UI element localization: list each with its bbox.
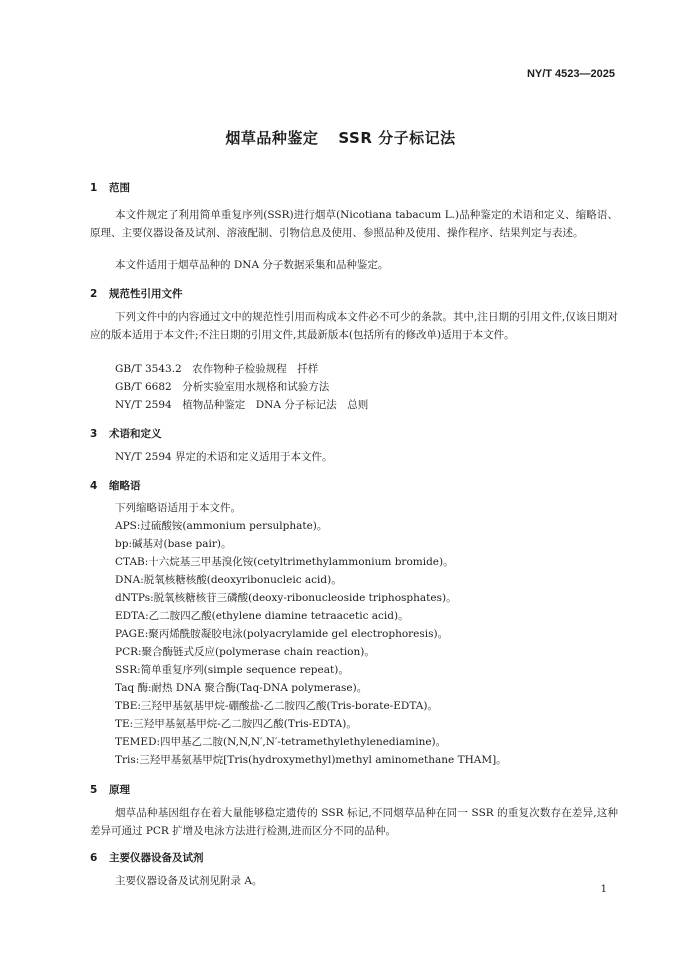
section-6-text: 主要仪器设备及试剂见附录 A。: [115, 875, 263, 887]
abbreviation-item: SSR:简单重复序列(simple sequence repeat)。: [115, 664, 349, 676]
section-title: 主要仪器设备及试剂: [109, 852, 204, 864]
section-3-heading: [90, 426, 162, 441]
section-title: 术语和定义: [109, 428, 162, 440]
section-5-paragraph-1: 烟草品种基因组存在着大量能够稳定遗传的 SSR 标记,不同烟草品种在同一 SSR 的重复次数存在差异,这种差异可通过 PCR 扩增及电泳方法进行检测,进而区分不同的品种。: [90, 807, 618, 837]
reference-item: GB/T 6682 分析实验室用水规格和试验方法: [115, 381, 330, 393]
abbreviation-item: APS:过硫酸铵(ammonium persulphate)。: [115, 520, 328, 532]
section-3-text: NY/T 2594 界定的术语和定义适用于本文件。: [115, 451, 333, 463]
reference-item: NY/T 2594 植物品种鉴定 DNA 分子标记法 总则: [115, 399, 369, 411]
section-number: 6: [90, 852, 98, 864]
section-title: 规范性引用文件: [109, 288, 183, 300]
title-part-1: 烟草品种鉴定: [225, 129, 319, 147]
section-1-paragraph-2: 本文件适用于烟草品种的 DNA 分子数据采集和品种鉴定。: [115, 259, 389, 271]
page-number: 1: [600, 884, 607, 895]
section-6-heading: [90, 850, 204, 865]
abbreviation-item: TBE:三羟甲基氨基甲烷-硼酸盐-乙二胺四乙酸(Tris-borate-EDTA)。: [115, 700, 438, 712]
abbreviation-item: PAGE:聚丙烯酰胺凝胶电泳(polyacrylamide gel electrophoresis)。: [115, 628, 449, 640]
abbreviation-intro: 下列缩略语适用于本文件。: [115, 502, 241, 514]
abbreviation-item: EDTA:乙二胺四乙酸(ethylene diamine tetraacetic acid)。: [115, 610, 409, 622]
abbreviation-item: Tris:三羟甲基氨基甲烷[Tris(hydroxymethyl)methyl aminomethane THAM]。: [115, 754, 507, 766]
abbreviation-item: TE:三羟甲基氨基甲烷-乙二胺四乙酸(Tris-EDTA)。: [115, 718, 357, 730]
section-title: 范围: [109, 182, 130, 194]
section-2-heading: [90, 286, 183, 301]
section-1-heading: [90, 180, 130, 195]
section-number: 3: [90, 428, 98, 440]
reference-item: GB/T 3543.2 农作物种子检验规程 扦样: [115, 363, 319, 375]
title-part-2: SSR 分子标记法: [338, 129, 456, 147]
abbreviation-item: dNTPs:脱氧核糖核苷三磷酸(deoxy-ribonucleoside triphosphates)。: [115, 592, 457, 604]
abbreviation-item: bp:碱基对(base pair)。: [115, 538, 232, 550]
section-1-paragraph-1: 本文件规定了利用简单重复序列(SSR)进行烟草(Nicotiana tabacum L.)品种鉴定的术语和定义、缩略语、原理、主要仪器设备及试剂、溶液配制、引物信息及使用、参照品种及使用、操作程序、结果判定与表述。: [90, 209, 618, 239]
section-5-heading: [90, 782, 130, 797]
section-4-heading: [90, 478, 141, 493]
abbreviation-item: Taq 酶:耐热 DNA 聚合酶(Taq-DNA polymerase)。: [115, 682, 368, 694]
standard-code: NY/T 4523—2025: [526, 68, 615, 80]
document-title: [0, 127, 681, 148]
abbreviation-item: DNA:脱氧核糖核酸(deoxyribonucleic acid)。: [115, 574, 342, 586]
abbreviation-item: PCR:聚合酶链式反应(polymerase chain reaction)。: [115, 646, 375, 658]
section-2-paragraph-1: 下列文件中的内容通过文中的规范性引用而构成本文件必不可少的条款。其中,注日期的引用文件,仅该日期对应的版本适用于本文件;不注日期的引用文件,其最新版本(包括所有的修改单)适用于本文件。: [90, 311, 618, 341]
section-number: 1: [90, 182, 98, 194]
abbreviation-item: TEMED:四甲基乙二胺(N,N,N′,N′-tetramethylethylenediamine)。: [115, 736, 447, 748]
section-number: 2: [90, 288, 98, 300]
section-title: 缩略语: [109, 480, 141, 492]
section-number: 5: [90, 784, 98, 796]
section-number: 4: [90, 480, 98, 492]
section-title: 原理: [109, 784, 130, 796]
abbreviation-item: CTAB:十六烷基三甲基溴化铵(cetyltrimethylammonium bromide)。: [115, 556, 454, 568]
